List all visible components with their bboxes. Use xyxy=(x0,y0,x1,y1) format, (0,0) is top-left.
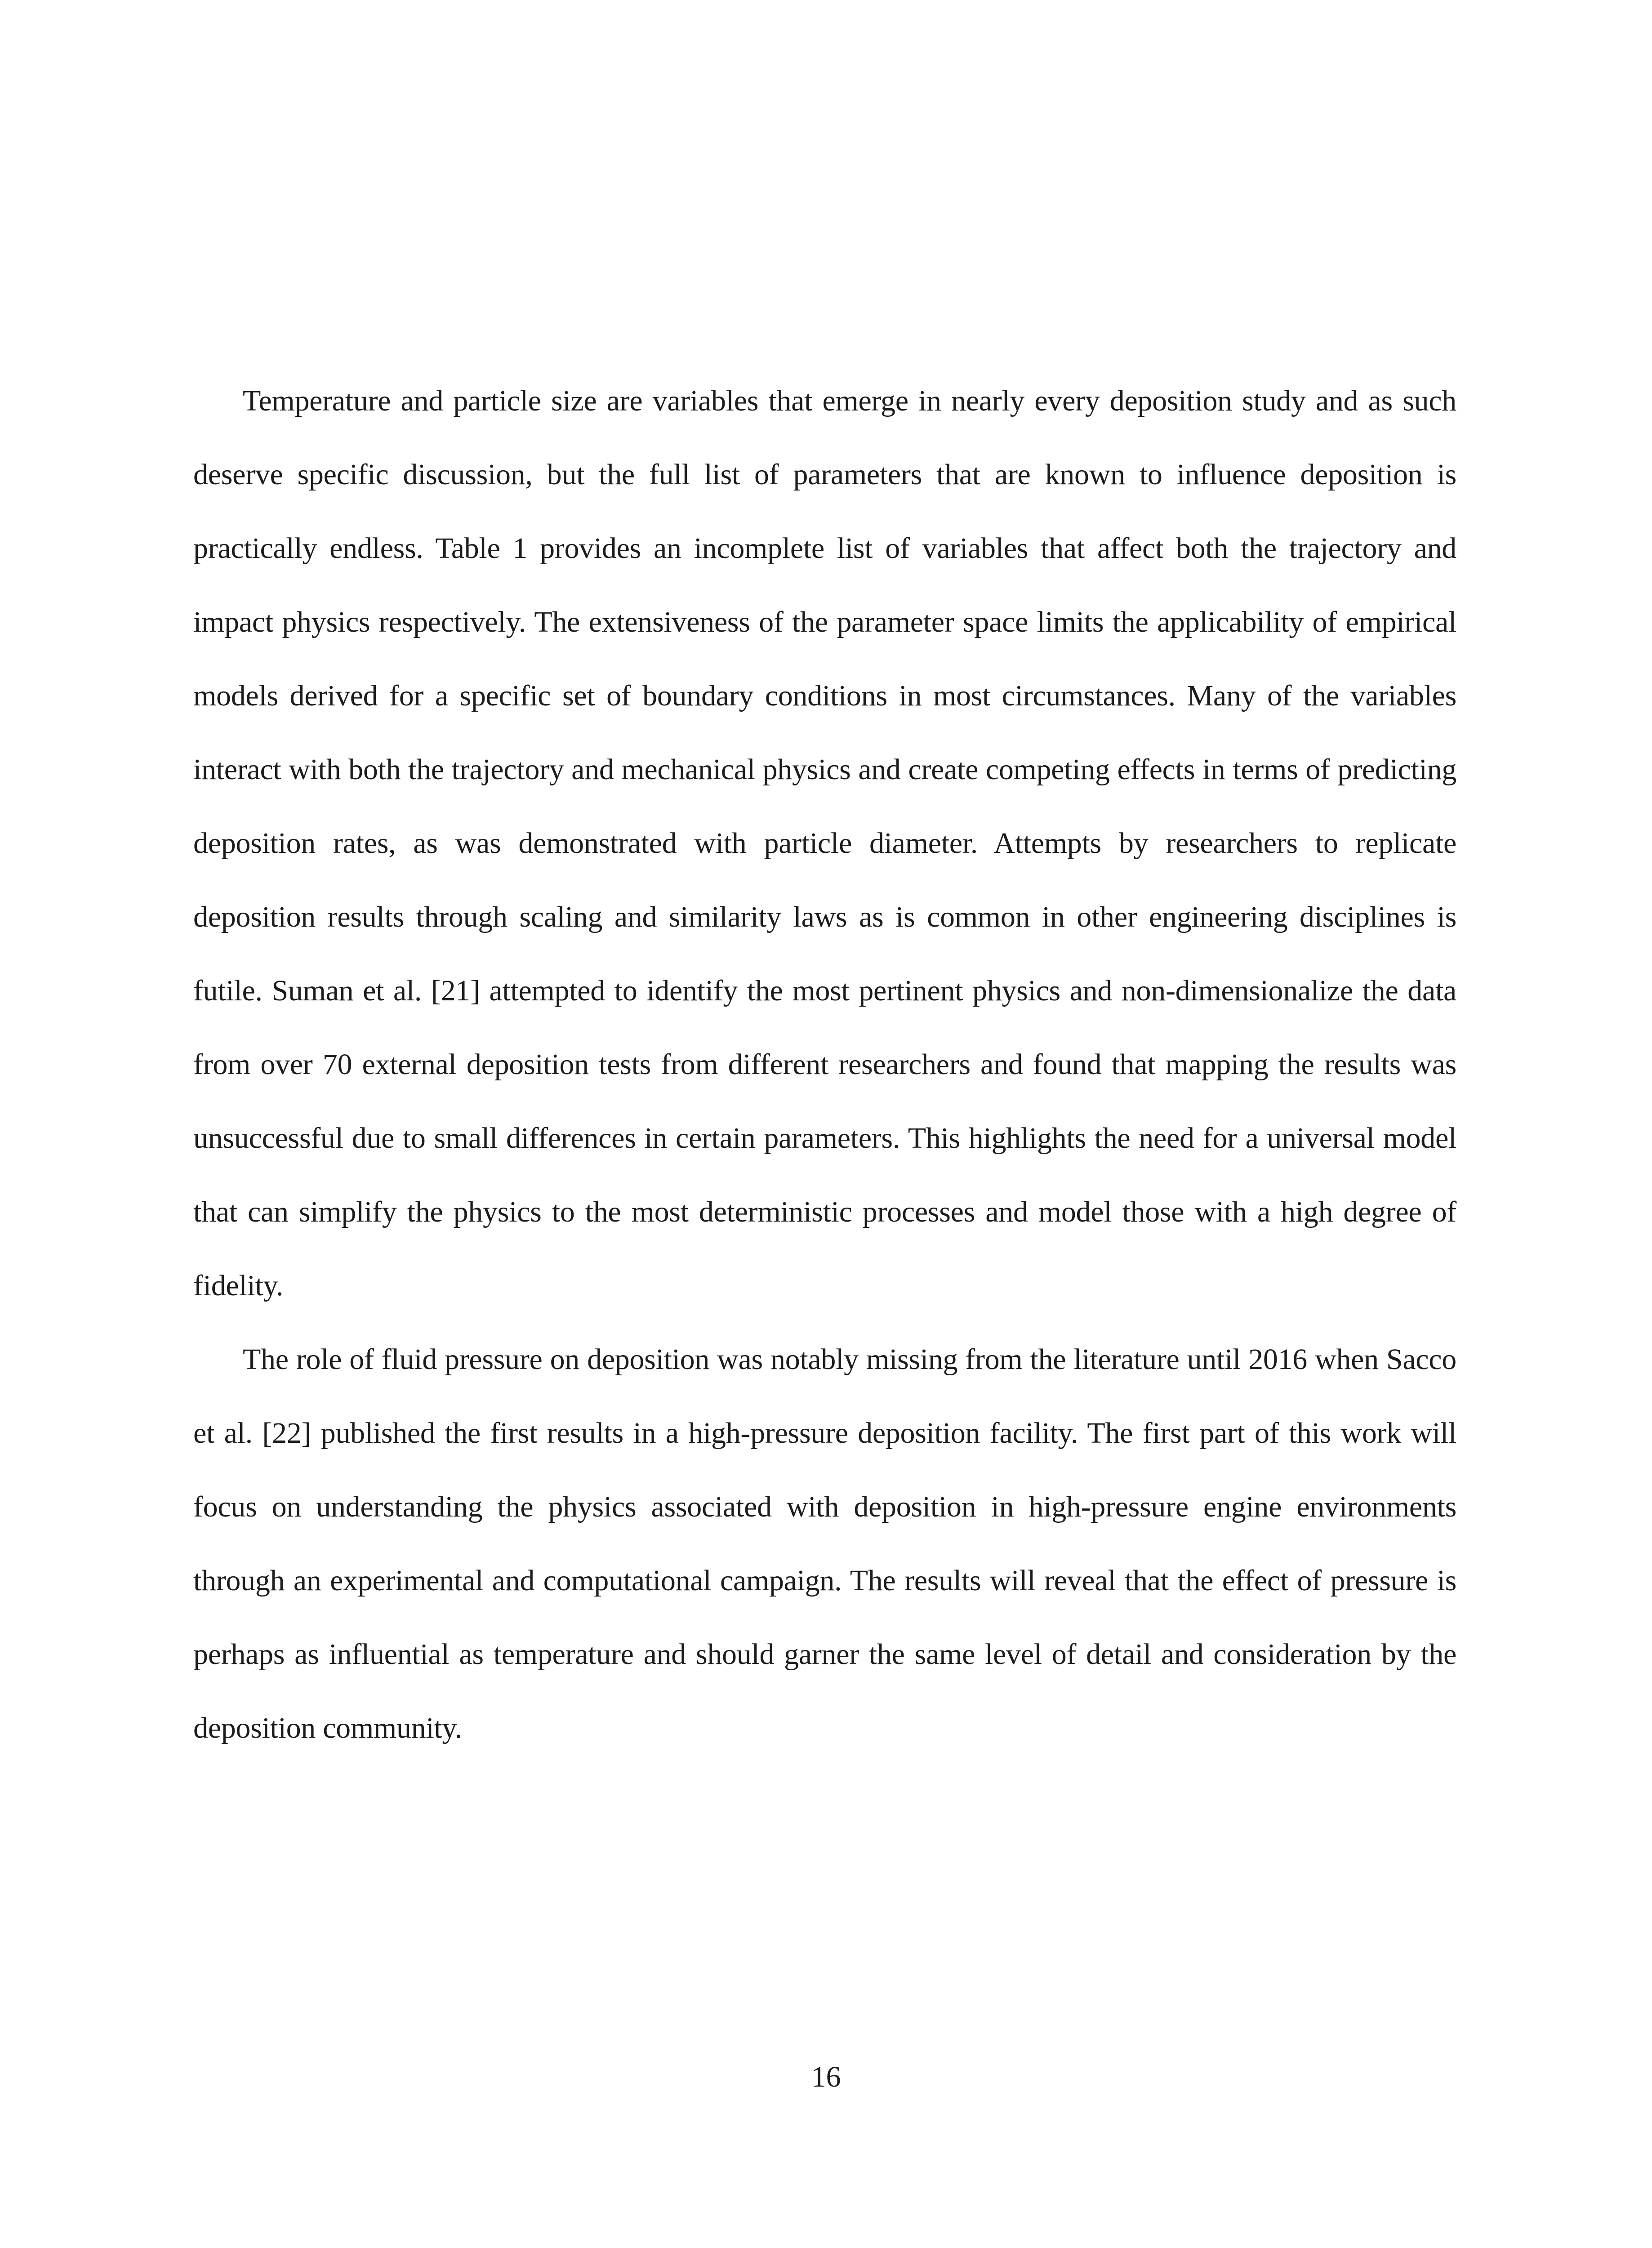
paragraph: The role of fluid pressure on deposition was notably missing from the literature until 2016 when Sacco et al. [22] published the first results in a high-pressure deposition facility. The first part of this work will focus on understanding the physics associated with deposition in high-pressure engine environments through an experimental and computational campaign. The results will reveal that the effect of pressure is perhaps as influential as temperature and should garner the same level of detail and consideration by the deposition community. xyxy=(193,1343,1456,1744)
page-number: 16 xyxy=(811,2061,841,2093)
paragraph: Temperature and particle size are variables that emerge in nearly every deposition study and as such deserve specific discussion, but the full list of parameters that are known to influence deposition is practically endless. Table 1 provides an incomplete list of variables that affect both the trajectory and impact physics respectively. The extensiveness of the parameter space limits the applicability of empirical models derived for a specific set of boundary conditions in most circumstances. Many of the variables interact with both the trajectory and mechanical physics and create competing effects in terms of predicting deposition rates, as was demonstrated with particle diameter. Attempts by researchers to replicate deposition results through scaling and similarity laws as is common in other engineering disciplines is futile. Suman et al. [21] attempted to identify the most pertinent physics and non-dimensionalize the data from over 70 external deposition tests from different researchers and found that mapping the results was unsuccessful due to small differences in certain parameters. This highlights the need for a universal model that can simplify the physics to the most deterministic processes and model those with a high degree of fidelity. xyxy=(193,384,1456,1302)
body-text xyxy=(193,364,1456,1765)
